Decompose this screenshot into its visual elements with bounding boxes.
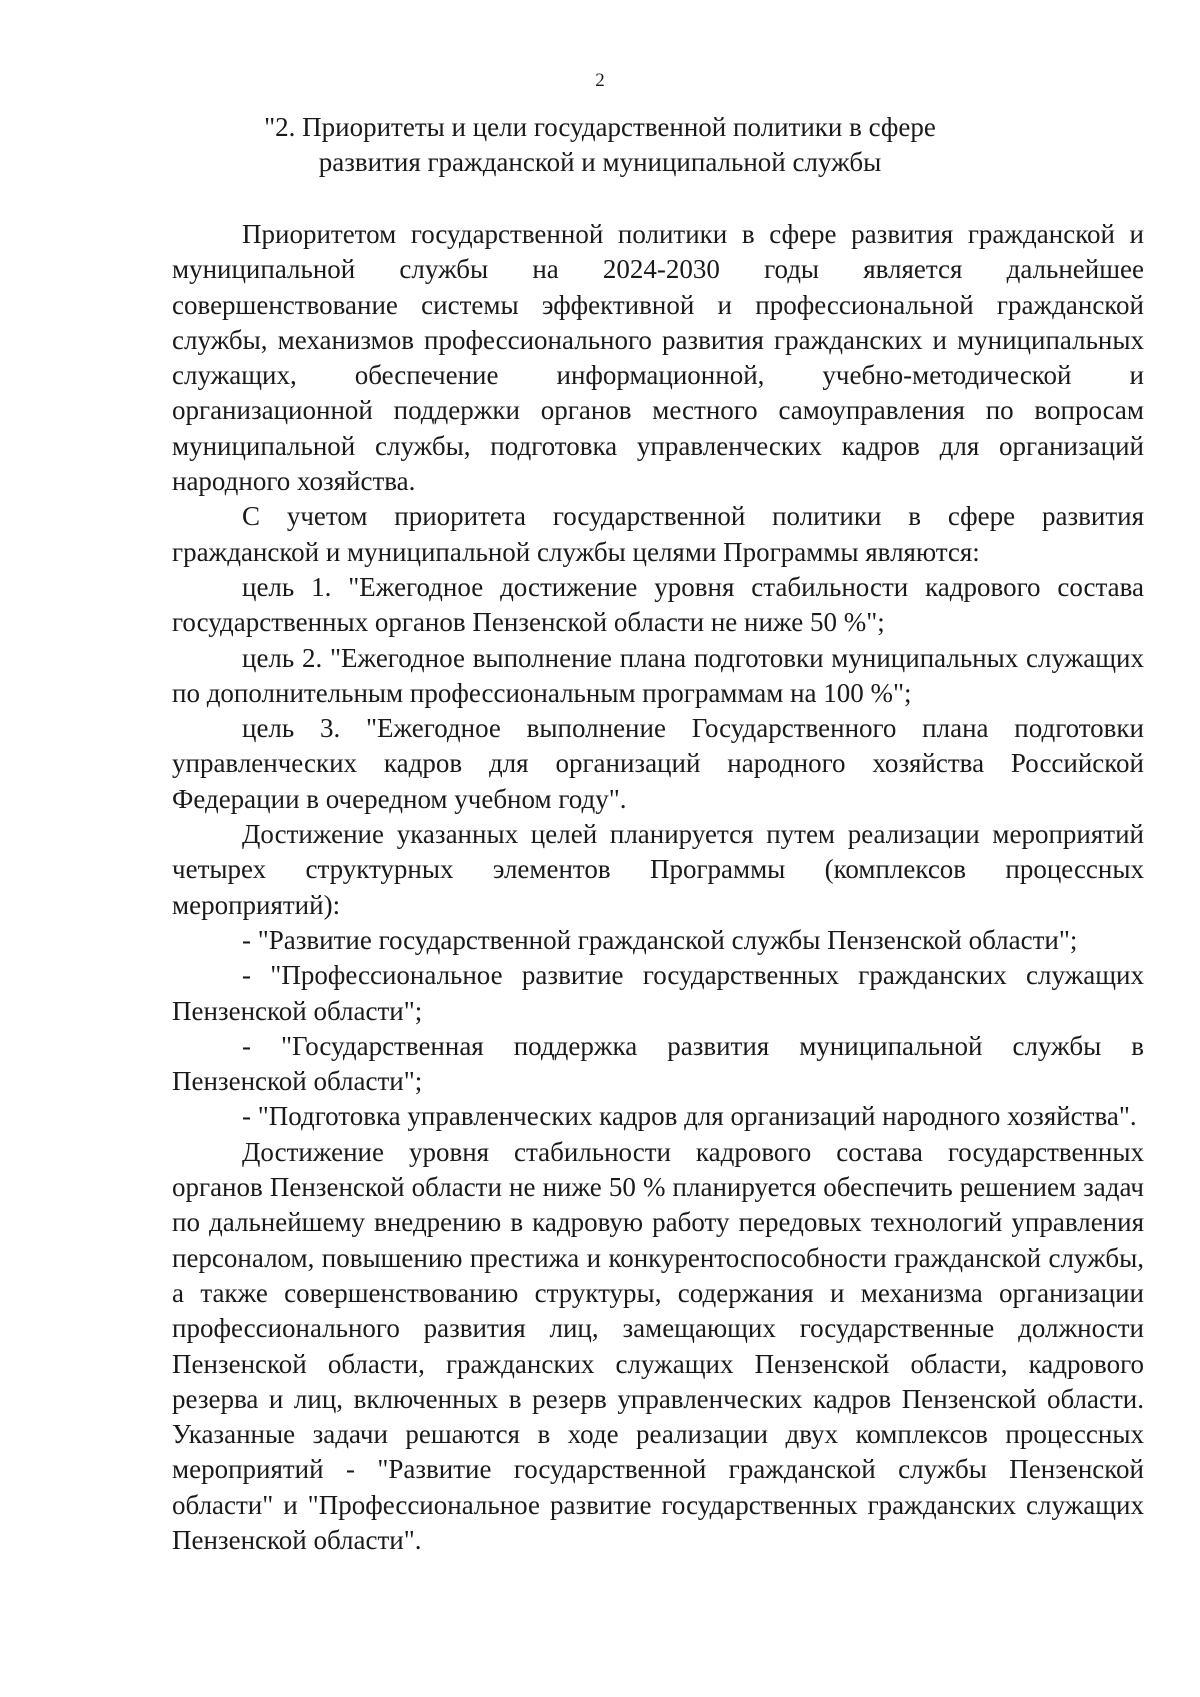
list-item-element-1: - "Развитие государственной гражданской службы Пензенской области"; xyxy=(242,924,1078,955)
list-item-element-4: - "Подготовка управленческих кадров для организаций народного хозяйства". xyxy=(242,1101,1137,1132)
section-heading xyxy=(230,110,970,179)
paragraph-achievement-intro: Достижение указанных целей планируется путем реализации мероприятий четырех структурных элементов Программы (комплексов процессных мероприятий): xyxy=(172,819,1144,920)
section-heading-line-1: "2. Приоритеты и цели государственной политики в сфере xyxy=(264,112,936,142)
paragraph-goal-1: цель 1. "Ежегодное достижение уровня стабильности кадрового состава государственных органов Пензенской области не ниже 50 %"; xyxy=(172,571,1144,638)
paragraph-goal-3: цель 3. "Ежегодное выполнение Государственного плана подготовки управленческих кадров для организаций народного хозяйства Российской Федерации в очередном учебном году". xyxy=(172,713,1144,814)
section-heading-line-2: развития гражданской и муниципальной службы xyxy=(318,146,882,177)
document-body xyxy=(172,217,1144,1558)
list-item-element-3: - "Государственная поддержка развития муниципальной службы в Пензенской области"; xyxy=(172,1030,1144,1097)
paragraph-stability: Достижение уровня стабильности кадрового состава государственных органов Пензенской области не ниже 50 % планируется обеспечить решением задач по дальнейшему внедрению в кадровую работу передовых технологий управления персоналом, повышению престижа и конкурентоспособности гражданской службы, а также совершенствованию структуры, содержания и механизма организации профессионального развития лиц, замещающих государственные должности Пензенской области, гражданских служащих Пензенской области, кадрового резерва и лиц, включенных в резерв управленческих кадров Пензенской области. Указанные задачи решаются в ходе реализации двух комплексов процессных мероприятий - "Развитие государственной гражданской службы Пензенской области" и "Профессиональное развитие государственных гражданских служащих Пензенской области". xyxy=(172,1136,1144,1555)
paragraph-goal-2: цель 2. "Ежегодное выполнение плана подготовки муниципальных служащих по дополнительным профессиональным программам на 100 %"; xyxy=(172,642,1144,708)
list-item-element-2: - "Профессиональное развитие государственных гражданских служащих Пензенской области"; xyxy=(172,960,1144,1026)
paragraph-goals-intro: С учетом приоритета государственной политики в сфере развития гражданской и муниципальной службы целями Программы являются: xyxy=(172,501,1144,567)
paragraph-priority: Приоритетом государственной политики в сфере развития гражданской и муниципальной службы на 2024-2030 годы является дальнейшее совершенствование системы эффективной и профессиональной гражданской службы, механизмов профессионального развития гражданских и муниципальных служащих, обеспечение информационной, учебно-методической и организационной поддержки органов местного самоуправления по вопросам муниципальной службы, подготовка управленческих кадров для организаций народного хозяйства. xyxy=(172,219,1144,497)
page-number: 2 xyxy=(595,70,605,91)
